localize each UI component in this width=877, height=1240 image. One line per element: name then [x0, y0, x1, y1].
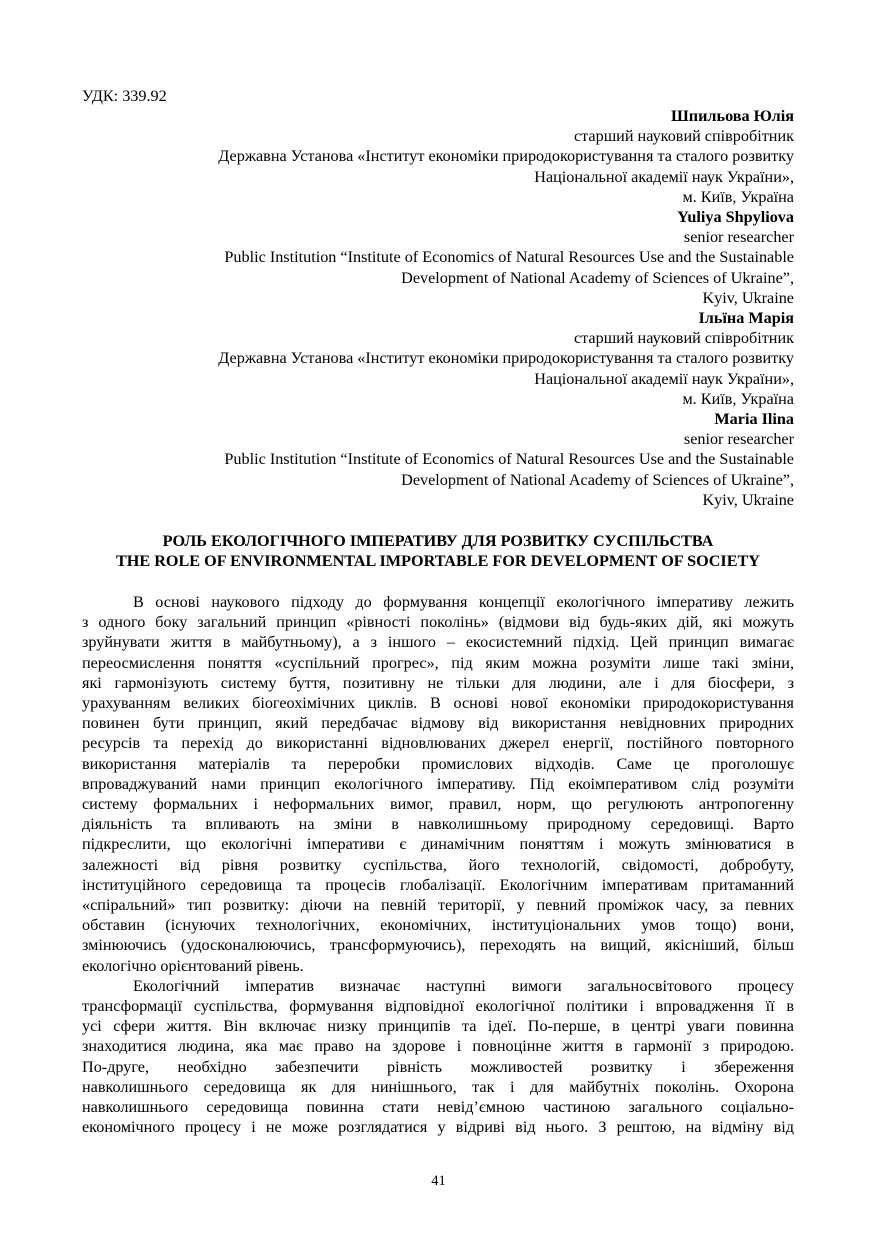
paragraph-line: навколишнього середовища як для нинішнього, так і для майбутніх поколінь. Охорона: [82, 1077, 794, 1096]
author-affiliation: Національної академії наук України»,: [534, 369, 794, 388]
paragraph-line: навколишнього середовища повинна стати невід’ємною частиною загального соціально-: [82, 1098, 794, 1117]
author-location: м. Київ, Україна: [682, 187, 794, 206]
author-name: Yuliya Shpyliova: [677, 208, 794, 227]
paragraph-line: діяльність та впливають на зміни в навколишньому природному середовищі. Варто: [82, 815, 794, 834]
author-position: senior researcher: [683, 228, 794, 247]
paragraph-line: трансформації суспільства, формування відповідної екологічної політики і впровадження її в: [82, 997, 794, 1016]
paragraph-line: усі сфери життя. Він включає низку принципів та ідеї. По-перше, в центрі уваги повинна: [82, 1017, 794, 1036]
body-paragraph: [82, 592, 794, 976]
page-number: 41: [431, 1173, 446, 1189]
author-location: м. Київ, Україна: [682, 389, 794, 408]
author-affiliation: Public Institution “Institute of Economics of Natural Resources Use and the Sustainable: [224, 450, 794, 469]
author-entry: [94, 106, 794, 207]
author-block: [94, 106, 794, 510]
title-english: THE ROLE OF ENVIRONMENTAL IMPORTABLE FOR DEVELOPMENT OF SOCIETY: [115, 552, 760, 571]
paragraph-line: зруйнувати життя в майбутньому), а з іншого – екосистемний підхід. Цей принцип вимагає: [82, 633, 794, 652]
author-name: Шпильова Юлія: [671, 107, 794, 125]
author-location: Kyiv, Ukraine: [702, 288, 794, 307]
paragraph-line: урахуванням великих біогеохімічних циклів. В основі нової економіки природокористування: [82, 694, 794, 713]
author-affiliation: Public Institution “Institute of Economics of Natural Resources Use and the Sustainable: [224, 248, 794, 267]
paragraph-line: В основі наукового підходу до формування концепції екологічного імперативу лежить: [133, 593, 794, 611]
paragraph-line: підкреслити, що екологічні імперативи є динамічним поняттям і можуть змінюватися в: [82, 835, 794, 854]
paragraph-line: з одного боку загальний принцип «рівності поколінь» (відмови від будь-яких дій, які можуть: [82, 613, 794, 632]
author-location: Kyiv, Ukraine: [702, 490, 794, 509]
paragraph-line: переосмислення поняття «суспільний прогрес», під яким можна розуміти лише такі зміни,: [82, 653, 794, 672]
author-position: senior researcher: [683, 430, 794, 449]
paragraph-line: Екологічний імператив визначає наступні вимоги загальносвітового процесу: [133, 976, 794, 995]
paragraph-line: інституційного середовища та процесів глобалізації. Екологічним імперативам притаманний: [82, 875, 794, 894]
author-entry: [94, 308, 794, 409]
author-name: Maria Ilina: [714, 410, 794, 429]
author-affiliation: Development of National Academy of Sciences of Ukraine”,: [401, 470, 794, 489]
paragraph-line: які гармонізують систему буття, позитивну не тільки для людини, але і для біосфери, з: [82, 673, 794, 692]
paragraph-line: По-друге, необхідно забезпечити рівність можливостей розвитку і збереження: [82, 1057, 794, 1076]
paragraph-line: знаходитися людина, яка має право на здорове і повноцінне життя в гармонії з природою.: [82, 1037, 794, 1056]
body-paragraph: [82, 976, 794, 1138]
paragraph-line: впроваджуваний нами принцип екологічного імперативу. Під екоімперативом слід розуміти: [82, 774, 794, 793]
paragraph-line: систему формальних і неформальних вимог, правил, норм, що регулюють антропогенну: [82, 795, 794, 814]
article-title: [82, 531, 794, 571]
author-affiliation: Державна Установа «Інститут економіки природокористування та сталого розвитку: [218, 349, 794, 368]
author-entry: [94, 207, 794, 308]
paragraph-line: обставин (існуючих технологічних, економічних, інституціональних умов тощо) вони,: [82, 916, 794, 935]
udc-code: УДК: 339.92: [82, 87, 167, 105]
author-affiliation: Development of National Academy of Sciences of Ukraine”,: [401, 268, 794, 287]
article-body: [82, 592, 794, 1137]
paragraph-line: використання матеріалів та переробки промислових відходів. Саме це проголошує: [82, 754, 794, 773]
author-affiliation: Національної академії наук України»,: [534, 167, 794, 186]
author-position: старший науковий співробітник: [573, 127, 794, 146]
author-position: старший науковий співробітник: [573, 329, 794, 348]
paragraph-line: ресурсів та перехід до використанні відновлюваних джерел енергії, постійного повторного: [82, 734, 794, 753]
paragraph-line: змінюючись (удосконалюючись, трансформуючись), переходять на вищий, якісніший, більш: [82, 936, 794, 955]
paragraph-line: повинен бути принцип, який передбачає відмову від використання невідновних природних: [82, 714, 794, 733]
author-entry: [94, 409, 794, 510]
title-ukrainian: РОЛЬ ЕКОЛОГІЧНОГО ІМПЕРАТИВУ ДЛЯ РОЗВИТКУ СУСПІЛЬСТВА: [162, 532, 714, 550]
paragraph-line: економічного процесу і не може розглядатися у відриві від нього. З рештою, на відміну від: [82, 1118, 794, 1137]
author-affiliation: Державна Установа «Інститут економіки природокористування та сталого розвитку: [218, 147, 794, 166]
paragraph-line: залежності від рівня розвитку суспільства, його технологій, свідомості, добробуту,: [82, 855, 794, 874]
paragraph-line: «спіральний» тип розвитку: діючи на певній території, у певний проміжок часу, за певних: [82, 896, 794, 915]
paragraph-line: екологічно орієнтований рівень.: [82, 956, 304, 975]
author-name: Ільїна Марія: [698, 309, 794, 328]
